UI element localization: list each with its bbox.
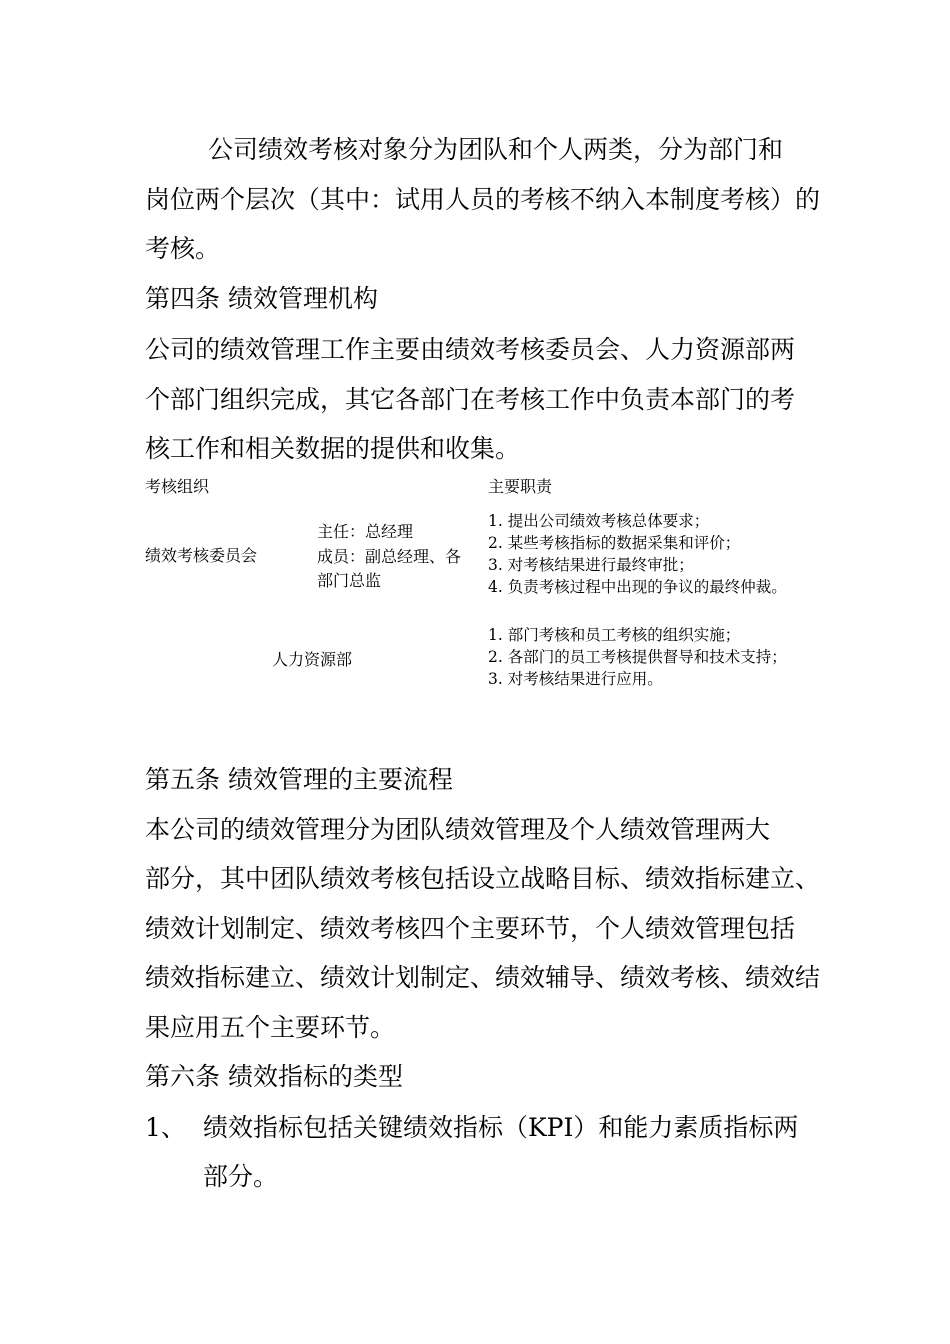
article5-line3: 绩效计划制定、绩效考核四个主要环节，个人绩效管理包括	[145, 914, 796, 943]
table-row1-org: 绩效考核委员会	[145, 546, 258, 565]
table-row1-duty-4: 4. 负责考核过程中出现的争议的最终仲裁。	[488, 578, 787, 596]
para1-line2: 岗位两个层次（其中：试用人员的考核不纳入本制度考核）的	[145, 185, 821, 214]
article5-line5: 果应用五个主要环节。	[145, 1013, 396, 1042]
table-row1-duty-2: 2. 某些考核指标的数据采集和评价；	[488, 534, 741, 552]
table-row1-members-3: 部门总监	[317, 571, 382, 590]
table-row2-duty-3: 3. 对考核结果进行应用。	[488, 670, 663, 688]
article5-heading: 第五条 绩效管理的主要流程	[145, 765, 453, 794]
table-row1-members-1: 主任：总经理	[317, 522, 414, 541]
article6-item1-line1: 绩效指标包括关键绩效指标（KPI）和能力素质指标两	[203, 1113, 799, 1142]
table-row1-duties	[488, 510, 787, 598]
para1-line3: 考核。	[145, 234, 221, 263]
article4-line1: 公司的绩效管理工作主要由绩效考核委员会、人力资源部两	[145, 335, 796, 364]
article5-line2: 部分，其中团队绩效考核包括设立战略目标、绩效指标建立、	[145, 864, 821, 893]
table-row1-members-2: 成员：副总经理、各	[317, 547, 462, 566]
article6-item1-number: 1、	[145, 1113, 186, 1142]
article6-item1-line2: 部分。	[203, 1162, 279, 1191]
table-row2-org: 人力资源部	[272, 650, 353, 669]
para1-line1: 公司绩效考核对象分为团队和个人两类，分为部门和	[208, 135, 784, 164]
article6-heading: 第六条 绩效指标的类型	[145, 1062, 403, 1091]
table-row2-duty-2: 2. 各部门的员工考核提供督导和技术支持；	[488, 648, 787, 666]
table-row1-duty-3: 3. 对考核结果进行最终审批；	[488, 556, 694, 574]
article4-line3: 核工作和相关数据的提供和收集。	[145, 434, 521, 463]
article5-line4: 绩效指标建立、绩效计划制定、绩效辅导、绩效考核、绩效结	[145, 963, 821, 992]
article4-line2: 个部门组织完成，其它各部门在考核工作中负责本部门的考	[145, 385, 796, 414]
article4-heading: 第四条 绩效管理机构	[145, 284, 378, 313]
table-row2-duties	[488, 624, 787, 690]
table-header-duty: 主要职责	[488, 477, 553, 496]
table-header-org: 考核组织	[145, 477, 210, 496]
table-row1-duty-1: 1. 提出公司绩效考核总体要求；	[488, 512, 710, 530]
table-row2-duty-1: 1. 部门考核和员工考核的组织实施；	[488, 626, 741, 644]
article5-line1: 本公司的绩效管理分为团队绩效管理及个人绩效管理两大	[145, 815, 771, 844]
